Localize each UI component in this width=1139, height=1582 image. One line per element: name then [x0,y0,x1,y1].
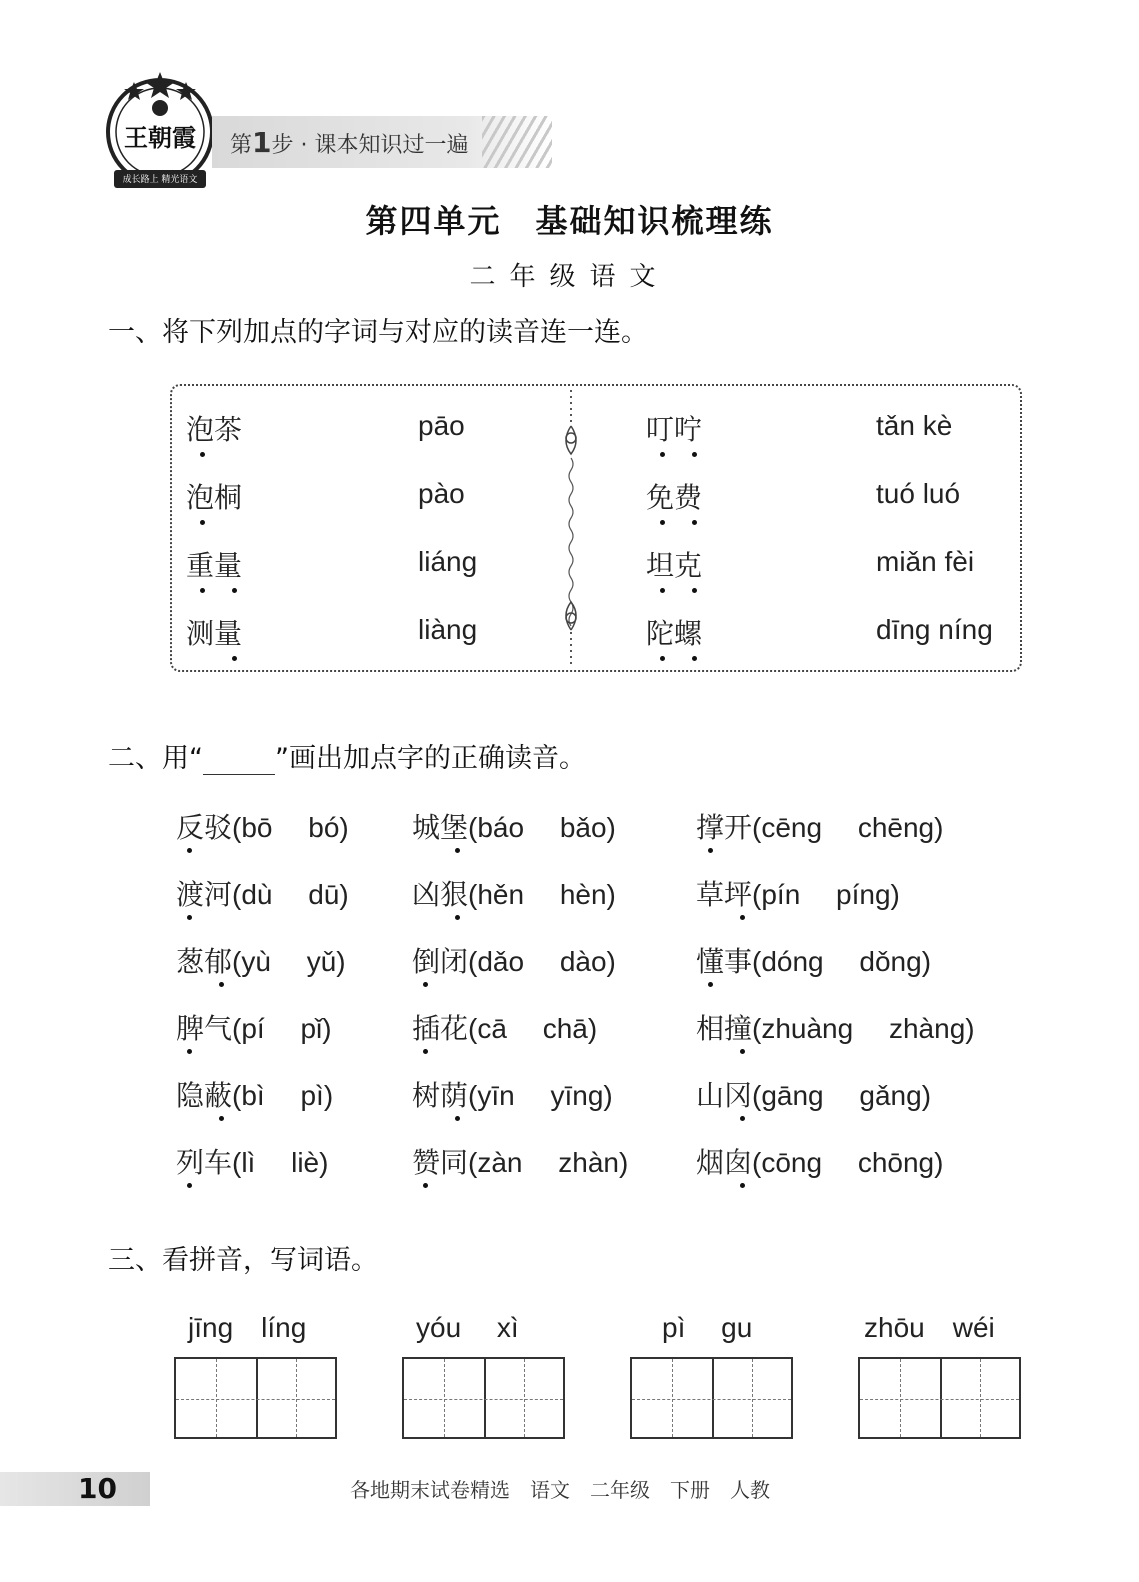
page-number: 10 [78,1472,117,1505]
emphasis-dot [187,1183,192,1188]
emphasis-dot [232,656,237,661]
emphasis-dot [660,520,665,525]
match-left-pinyin: liáng [418,546,478,577]
pronunciation-item: 赞同(zàn zhàn) [412,1146,629,1179]
match-right-pinyin: tuó luó [876,478,961,509]
match-left-word: 测量 [186,617,243,650]
match-right-word: 坦克 [646,549,703,582]
match-right-pinyin: tǎn kè [876,410,953,441]
word-pinyin: yóu xì [416,1312,519,1343]
writing-grid[interactable] [630,1357,793,1439]
writing-grid[interactable] [402,1357,565,1439]
match-left-pinyin: liàng [418,614,478,645]
pronunciation-item: 脾气(pí pǐ) [176,1012,332,1045]
brand-logo [100,70,220,200]
emphasis-dot [423,982,428,987]
pronunciation-item: 撑开(cēng chēng) [696,811,944,844]
emphasis-dot [187,848,192,853]
pronunciation-item: 山冈(gāng gǎng) [696,1079,932,1112]
pronunciation-item: 葱郁(yù yǔ) [176,945,346,978]
emphasis-dot [187,1049,192,1054]
emphasis-dot [660,588,665,593]
section2-heading-start: 二、用“ [108,743,203,774]
emphasis-dot [455,848,460,853]
pronunciation-item: 隐蔽(bì pì) [176,1079,334,1112]
pronunciation-item: 倒闭(dǎo dào) [412,945,616,978]
step-banner [212,116,552,168]
emphasis-dot [219,982,224,987]
emphasis-dot [200,588,205,593]
pronunciation-item: 插花(cā chā) [412,1012,598,1045]
pronunciation-item: 城堡(báo bǎo) [412,811,616,844]
page-title: 第四单元 基础知识梳理练 [365,202,774,240]
step-prefix: 第 [230,133,253,158]
emphasis-dot [708,848,713,853]
step-suffix: 步 · 课本知识过一遍 [271,133,469,158]
match-left-word: 泡桐 [186,481,243,514]
emphasis-dot [200,520,205,525]
pronunciation-item: 反驳(bō bó) [176,811,349,844]
match-right-pinyin: miǎn fèi [876,546,975,577]
section1-heading: 一、将下列加点的字词与对应的读音连一连。 [108,317,648,348]
emphasis-dot [692,520,697,525]
emphasis-dot [187,915,192,920]
step-number: 1 [252,126,272,159]
section3-heading: 三、看拼音，写词语。 [108,1245,378,1276]
emphasis-dot [692,656,697,661]
logo-slogan: 成长路上 精光语文 [122,175,198,185]
writing-grid[interactable] [174,1357,337,1439]
section2-heading [108,736,586,775]
emphasis-dot [232,588,237,593]
emphasis-dot [200,452,205,457]
pronunciation-item: 草坪(pín píng) [696,878,900,911]
pronunciation-item: 懂事(dóng dǒng) [696,945,932,978]
pronunciation-item: 相撞(zhuàng zhàng) [696,1012,975,1045]
emphasis-dot [660,656,665,661]
word-pinyin: jīng líng [188,1312,307,1343]
section2-heading-end: ”画出加点字的正确读音。 [275,743,586,774]
word-pinyin: zhōu wéi [864,1312,995,1343]
match-left-pinyin: pāo [418,410,465,441]
emphasis-dot [740,915,745,920]
emphasis-dot [740,1049,745,1054]
emphasis-dot [692,452,697,457]
pronunciation-item: 树荫(yīn yīng) [412,1079,613,1112]
match-left-word: 重量 [186,549,243,582]
emphasis-dot [660,452,665,457]
emphasis-dot [423,1049,428,1054]
logo-name: 王朝霞 [124,123,196,152]
pronunciation-item: 凶狠(hěn hèn) [412,878,616,911]
underline-sample [203,752,275,775]
emphasis-dot [219,1116,224,1121]
match-right-word: 免费 [646,481,703,514]
writing-grid[interactable] [858,1357,1021,1439]
word-pinyin: pì gu [662,1312,753,1343]
match-right-word: 叮咛 [646,413,703,446]
pronunciation-item: 渡河(dù dū) [176,878,349,911]
emphasis-dot [455,1116,460,1121]
emphasis-dot [455,915,460,920]
match-left-pinyin: pào [418,478,465,509]
emphasis-dot [708,982,713,987]
footer-text: 各地期末试卷精选 语文 二年级 下册 人教 [350,1478,770,1502]
emphasis-dot [740,1183,745,1188]
footer-bar [0,1472,150,1506]
emphasis-dot [740,1116,745,1121]
pronunciation-item: 列车(lì liè) [176,1146,329,1179]
emphasis-dot [423,1183,428,1188]
page-subtitle: 二年级语文 [469,262,670,292]
match-right-pinyin: dīng níng [876,614,993,645]
pronunciation-item: 烟囱(cōng chōng) [696,1146,944,1179]
divider-ornament-icon [556,386,586,670]
match-left-word: 泡茶 [186,413,243,446]
emphasis-dot [692,588,697,593]
match-right-word: 陀螺 [646,617,703,650]
matching-box [170,384,1022,672]
